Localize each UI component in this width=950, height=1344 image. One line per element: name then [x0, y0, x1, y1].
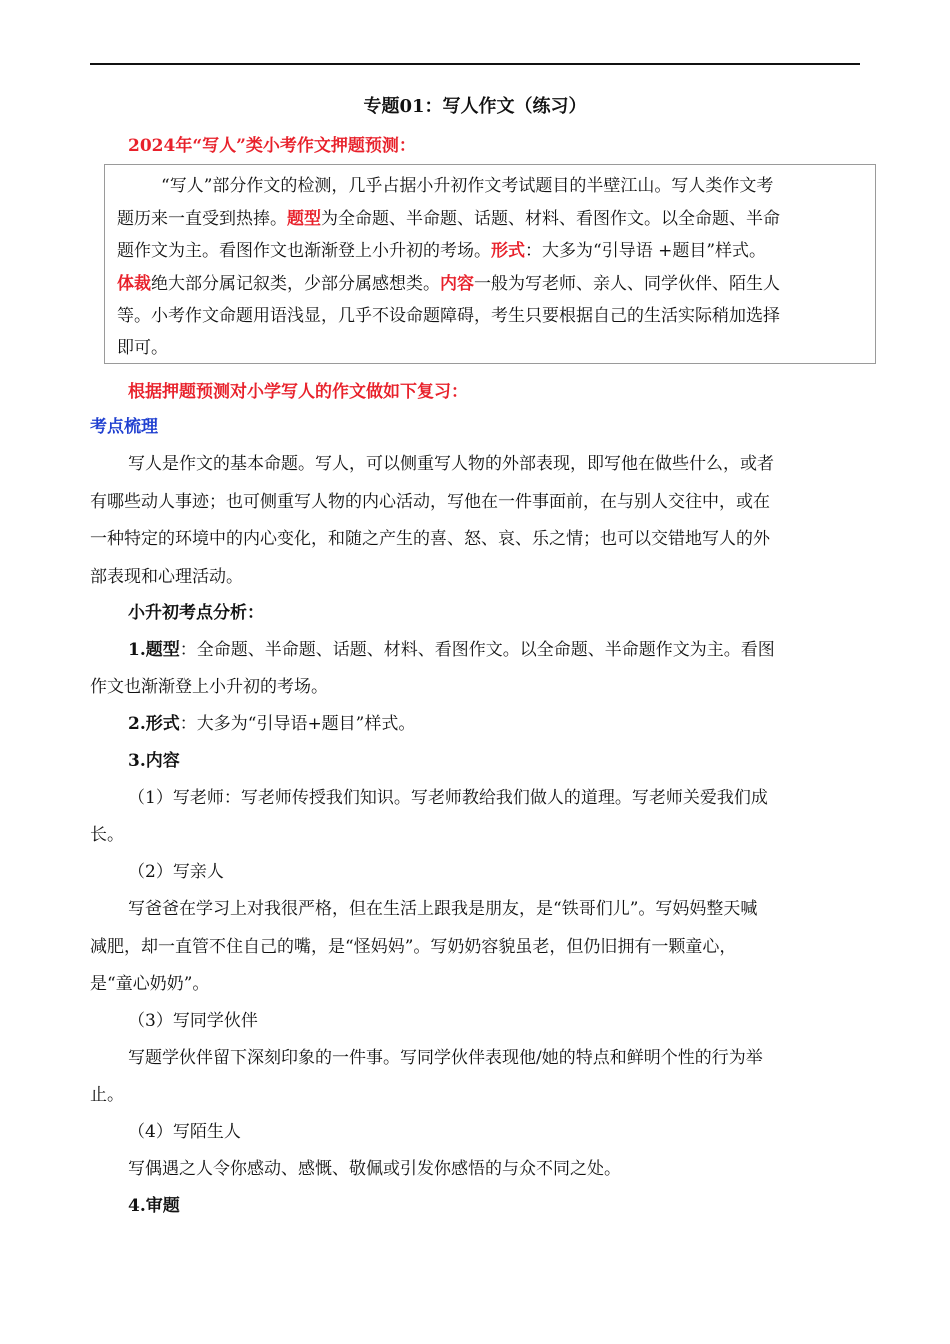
paragraph-line: 一种特定的环境中的内心变化，和随之产生的喜、怒、哀、乐之情；也可以交错地写人的外 — [90, 529, 770, 549]
intro-text: 题作文为主。看图作文也渐渐登上小升初的考场。 — [117, 241, 491, 261]
sub-item-1-cont: 长。 — [90, 825, 124, 845]
paragraph-line: 写人是作文的基本命题。写人，可以侧重写人物的外部表现，即写他在做些什么，或者 — [128, 454, 774, 474]
sub-item-4: （4）写陌生人 — [128, 1122, 241, 1142]
analysis-heading: 小升初考点分析： — [128, 603, 264, 623]
header-rule — [90, 63, 860, 65]
intro-box — [104, 164, 876, 364]
intro-line-2 — [117, 207, 780, 231]
term-xingshi: 形式 — [491, 241, 525, 261]
item-4: 4.审题 — [128, 1196, 180, 1216]
sub-item-1 — [128, 786, 768, 810]
intro-line-4 — [117, 272, 780, 296]
page-title: 专题01：写人作文（练习） — [363, 96, 587, 117]
intro-text: 绝大部分属记叙类，少部分属感想类。 — [151, 274, 440, 294]
term-ticai: 体裁 — [117, 274, 151, 294]
sub-item-2-line: 减肥，却一直管不住自己的嘴，是“怪妈妈”。写奶奶容貌虽老，但仍旧拥有一颗童心， — [90, 937, 737, 957]
sub-item-3-line: 写题学伙伴留下深刻印象的一件事。写同学伙伴表现他/她的特点和鲜明个性的行为举 — [128, 1048, 763, 1068]
item-label: 1.题型 — [128, 640, 180, 660]
item-text: ：大多为“引导语+题目”样式。 — [179, 714, 416, 734]
intro-line-5: 等。小考作文命题用语浅显，几乎不设命题障碍，考生只要根据自己的生活实际稍加选择 — [117, 306, 780, 326]
sub-item-2-line: 是“童心奶奶”。 — [90, 974, 210, 994]
paragraph-line: 有哪些动人事迹；也可侧重写人物的内心活动，写他在一件事面前，在与别人交往中，或在 — [90, 492, 770, 512]
intro-line-6: 即可。 — [117, 338, 168, 358]
sub-label: （1）写老师 — [128, 788, 224, 808]
prediction-heading: 2024年“写人”类小考作文押题预测： — [128, 136, 416, 156]
item-text: ：全命题、半命题、话题、材料、看图作文。以全命题、半命题作文为主。看图 — [179, 640, 775, 660]
term-neirong: 内容 — [440, 274, 474, 294]
item-1-cont: 作文也渐渐登上小升初的考场。 — [90, 677, 328, 697]
sub-item-3: （3）写同学伙伴 — [128, 1011, 258, 1031]
sub-text: ：写老师传授我们知识。写老师教给我们做人的道理。写老师关爱我们成 — [223, 788, 768, 808]
intro-text: 一般为写老师、亲人、同学伙伴、陌生人 — [474, 274, 780, 294]
sub-item-4-line: 写偶遇之人令你感动、感慨、敬佩或引发你感悟的与众不同之处。 — [128, 1159, 621, 1179]
item-label: 2.形式 — [128, 714, 180, 734]
review-heading: 根据押题预测对小学写人的作文做如下复习： — [128, 382, 468, 402]
intro-text: ：大多为“引导语 +题目”样式。 — [525, 241, 767, 261]
intro-line-3 — [117, 239, 766, 263]
item-2 — [128, 712, 415, 736]
intro-text: 题历来一直受到热捧。 — [117, 209, 287, 229]
sub-item-3-line: 止。 — [90, 1085, 124, 1105]
intro-line-1: “写人”部分作文的检测，几乎占据小升初作文考试题目的半壁江山。写人类作文考 — [161, 176, 774, 196]
item-1 — [128, 638, 775, 662]
sub-item-2: （2）写亲人 — [128, 862, 224, 882]
sub-item-2-line: 写爸爸在学习上对我很严格，但在生活上跟我是朋友，是“铁哥们儿”。写妈妈整天喊 — [128, 899, 758, 919]
section-title: 考点梳理 — [90, 417, 158, 437]
item-3: 3.内容 — [128, 751, 180, 771]
term-tixing: 题型 — [287, 209, 321, 229]
paragraph-line: 部表现和心理活动。 — [90, 567, 243, 587]
intro-text: 为全命题、半命题、话题、材料、看图作文。以全命题、半命 — [321, 209, 780, 229]
